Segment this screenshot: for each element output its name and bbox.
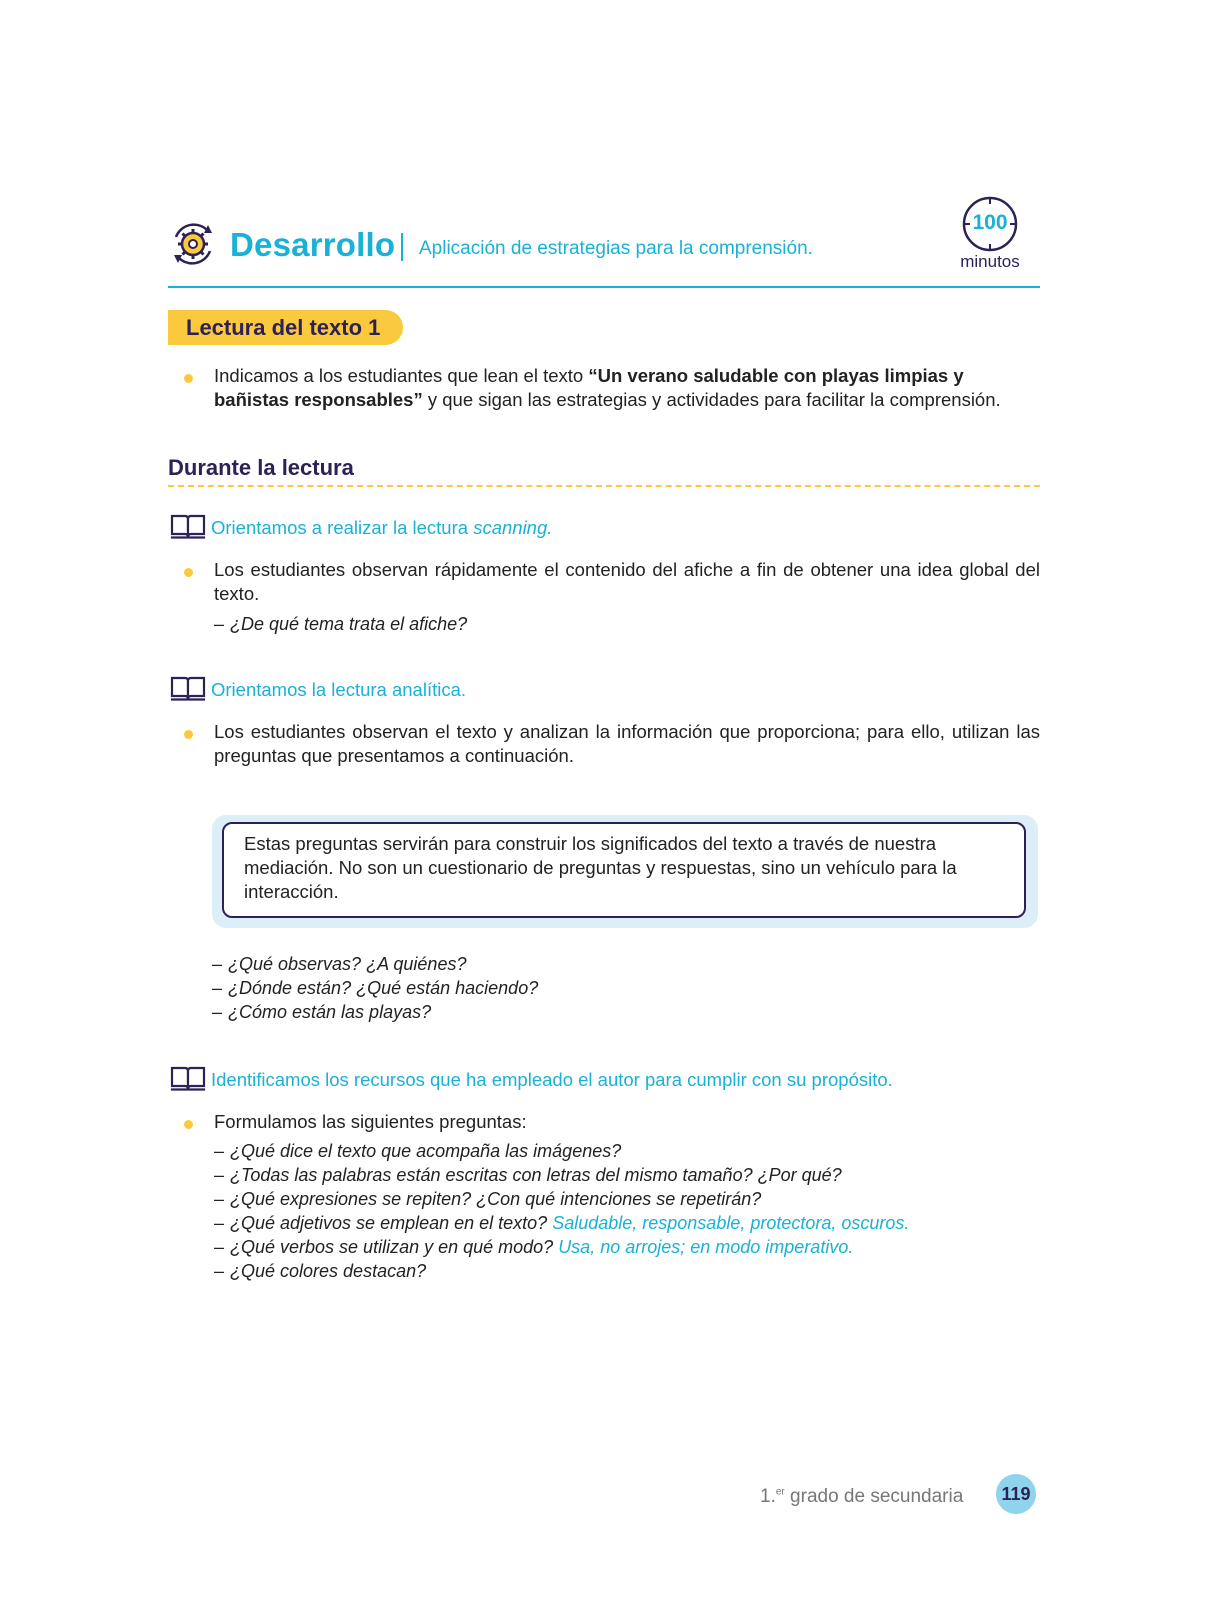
analytic-heading: Orientamos la lectura analítica.	[211, 679, 467, 700]
open-book-icon	[170, 675, 206, 701]
scanning-bullet-text: Los estudiantes observan rápidamente el contenido del afiche a fin de obtener una idea global del texto.	[214, 559, 1040, 604]
bullet-icon	[184, 1120, 193, 1129]
bullet-icon	[184, 374, 193, 383]
question-text: ¿Todas las palabras están escritas con letras del mismo tamaño? ¿Por qué?	[230, 1165, 842, 1185]
list-item: – ¿Qué expresiones se repiten? ¿Con qué intenciones se repetirán?	[214, 1189, 762, 1209]
list-item: – ¿Qué colores destacan?	[214, 1261, 427, 1281]
list-item: – ¿Qué verbos se utilizan y en qué modo? Usa, no arrojes; en modo imperativo.	[214, 1237, 854, 1257]
timer-value: 100	[972, 211, 1008, 234]
section-title: Desarrollo	[230, 226, 396, 263]
intro-bold-title: “Un verano saludable con playas limpias y bañistas responsables”	[214, 365, 964, 410]
grade-number: 1.	[760, 1486, 776, 1507]
scanning-question: – ¿De qué tema trata el afiche?	[214, 614, 468, 634]
page-number: 119	[1001, 1484, 1031, 1504]
header-rule	[168, 286, 1040, 288]
gear-cycle-icon	[168, 219, 218, 269]
bullet-icon	[184, 730, 193, 739]
list-item: – ¿Qué dice el texto que acompaña las imágenes?	[214, 1141, 622, 1161]
intro-paragraph	[214, 364, 1040, 412]
scanning-heading	[211, 517, 552, 539]
question-text: ¿Dónde están? ¿Qué están haciendo?	[228, 978, 539, 998]
scanning-heading-text: Orientamos a realizar la lectura	[211, 517, 474, 538]
question-text: ¿De qué tema trata el afiche?	[230, 614, 468, 634]
bullet-icon	[184, 568, 193, 577]
note-text: Estas preguntas servirán para construir los significados del texto a través de nuestra mediación. No son un cuestionario de preguntas y respuestas, sino un vehículo para la interacción.	[244, 833, 957, 902]
question-text: ¿Qué dice el texto que acompaña las imágenes?	[230, 1141, 622, 1161]
timer-label: minutos	[960, 252, 1020, 271]
footer-grade	[760, 1486, 963, 1508]
section-subtitle: Aplicación de estrategias para la comprensión.	[419, 238, 813, 259]
resources-bullet-text: Formulamos las siguientes preguntas:	[214, 1111, 527, 1132]
grade-superscript: er	[775, 1486, 785, 1498]
resources-question-list	[214, 1139, 909, 1283]
question-text: ¿Qué colores destacan?	[230, 1261, 427, 1281]
question-text: ¿Qué adjetivos se emplean en el texto?	[230, 1213, 553, 1233]
question-text: ¿Cómo están las playas?	[228, 1002, 432, 1022]
section-tag-label: Lectura del texto 1	[186, 315, 381, 340]
answer-text: Usa, no arrojes; en modo imperativo.	[558, 1237, 854, 1257]
scanning-heading-italic: scanning.	[473, 517, 553, 538]
question-text: ¿Qué verbos se utilizan y en qué modo?	[230, 1237, 559, 1257]
analytic-bullet-text: Los estudiantes observan el texto y analizan la información que proporciona; para ello, utilizan las preguntas que presentamos a continuación.	[214, 721, 1040, 766]
intro-text-after: y que sigan las estrategias y actividades para facilitar la comprensión.	[422, 389, 1001, 410]
open-book-icon	[170, 513, 206, 539]
list-item: – ¿Qué observas? ¿A quiénes?	[212, 954, 467, 974]
analytic-question-list	[212, 952, 538, 1024]
list-item: – ¿Todas las palabras están escritas con letras del mismo tamaño? ¿Por qué?	[214, 1165, 842, 1185]
answer-text: Saludable, responsable, protectora, oscuros.	[552, 1213, 910, 1233]
open-book-icon	[170, 1065, 206, 1091]
list-item: – ¿Qué adjetivos se emplean en el texto? Saludable, responsable, protectora, oscuros.	[214, 1213, 910, 1233]
list-item: – ¿Dónde están? ¿Qué están haciendo?	[212, 978, 539, 998]
question-text: ¿Qué expresiones se repiten? ¿Con qué intenciones se repetirán?	[230, 1189, 762, 1209]
grade-text: grado de secundaria	[784, 1486, 964, 1507]
list-item: – ¿Cómo están las playas?	[212, 1002, 432, 1022]
question-text: ¿Qué observas? ¿A quiénes?	[228, 954, 467, 974]
intro-text-before: Indicamos a los estudiantes que lean el texto	[214, 365, 589, 386]
during-heading: Durante la lectura	[168, 455, 354, 480]
dashed-divider	[168, 485, 1040, 487]
title-separator	[401, 233, 403, 261]
resources-heading: Identificamos los recursos que ha empleado el autor para cumplir con su propósito.	[211, 1069, 893, 1090]
